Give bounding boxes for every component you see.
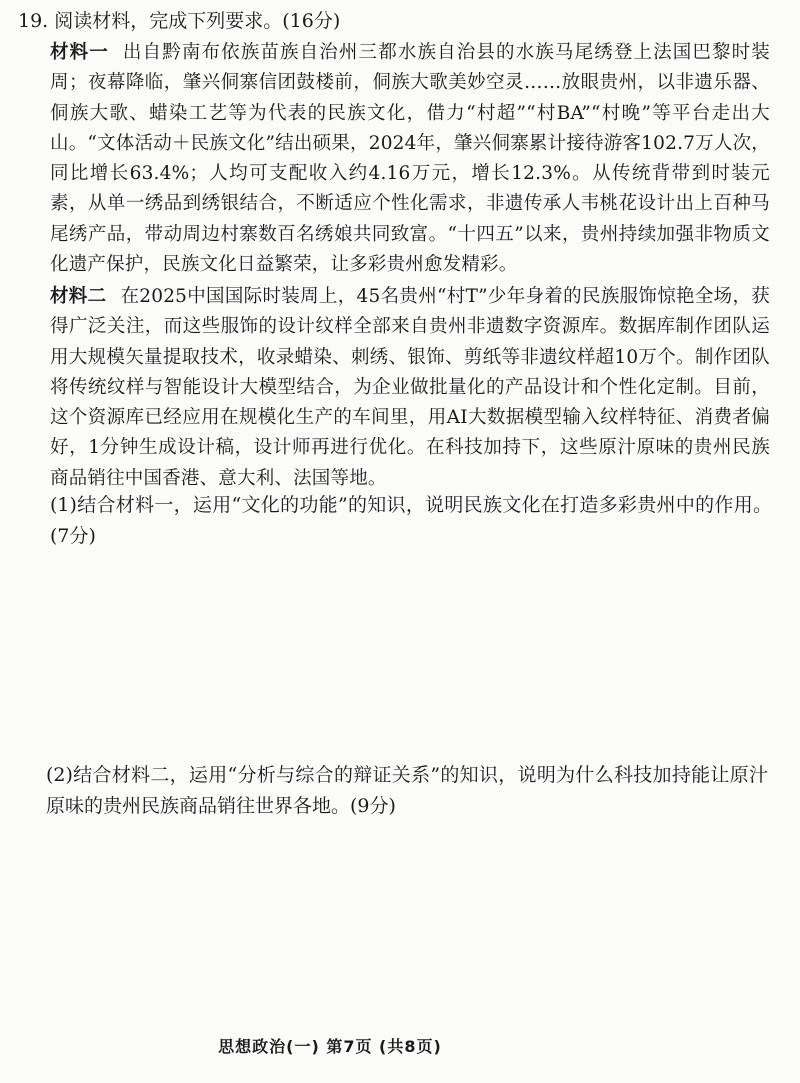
material-two	[50, 282, 770, 494]
sub-question-2: (2)结合材料二，运用“分析与综合的辩证关系”的知识，说明为什么科技加持能让原汁原味的贵州民族商品销往世界各地。(9分)	[46, 764, 768, 817]
question-title: 19. 阅读材料，完成下列要求。(16分)	[18, 10, 341, 32]
material-one-label: 材料一	[50, 42, 109, 63]
sub-question-1: (1)结合材料一，运用“文化的功能”的知识，说明民族文化在打造多彩贵州中的作用。(7分)	[50, 494, 772, 547]
material-one	[50, 38, 770, 280]
page-footer: 思想政治(一) 第7页 (共8页)	[218, 1037, 442, 1056]
material-two-text: 在2025中国国际时装周上，45名贵州“村T”少年身着的民族服饰惊艳全场，获得广泛关注，而这些服饰的设计纹样全部来自贵州非遗数字资源库。数据库制作团队运用大规模矢量提取技术，收录蜡染、刺绣、银饰、剪纸等非遗纹样超10万个。制作团队将传统纹样与智能设计大模型结合，为企业做批量化的产品设计和个性化定制。目前，这个资源库已经应用在规模化生产的车间里，用AI大数据模型输入纹样特征、消费者偏好，1分钟生成设计稿，设计师再进行优化。在科技加持下，这些原汁原味的贵州民族商品销往中国香港、意大利、法国等地。	[50, 286, 770, 489]
material-one-text: 出自黔南布依族苗族自治州三都水族自治县的水族马尾绣登上法国巴黎时装周；夜幕降临，肇兴侗寨信团鼓楼前，侗族大歌美妙空灵……放眼贵州，以非遗乐器、侗族大歌、蜡染工艺等为代表的民族文化，借力“村超”“村BA”“村晚”等平台走出大山。“文体活动＋民族文化”结出硕果，2024年，肇兴侗寨累计接待游客102.7万人次，同比增长63.4%；人均可支配收入约4.16万元，增长12.3%。从传统背带到时装元素，从单一绣品到绣银结合，不断适应个性化需求，非遗传承人韦桃花设计出上百种马尾绣产品，带动周边村寨数百名绣娘共同致富。“十四五”以来，贵州持续加强非物质文化遗产保护，民族文化日益繁荣，让多彩贵州愈发精彩。	[50, 42, 770, 276]
material-two-label: 材料二	[50, 286, 107, 307]
